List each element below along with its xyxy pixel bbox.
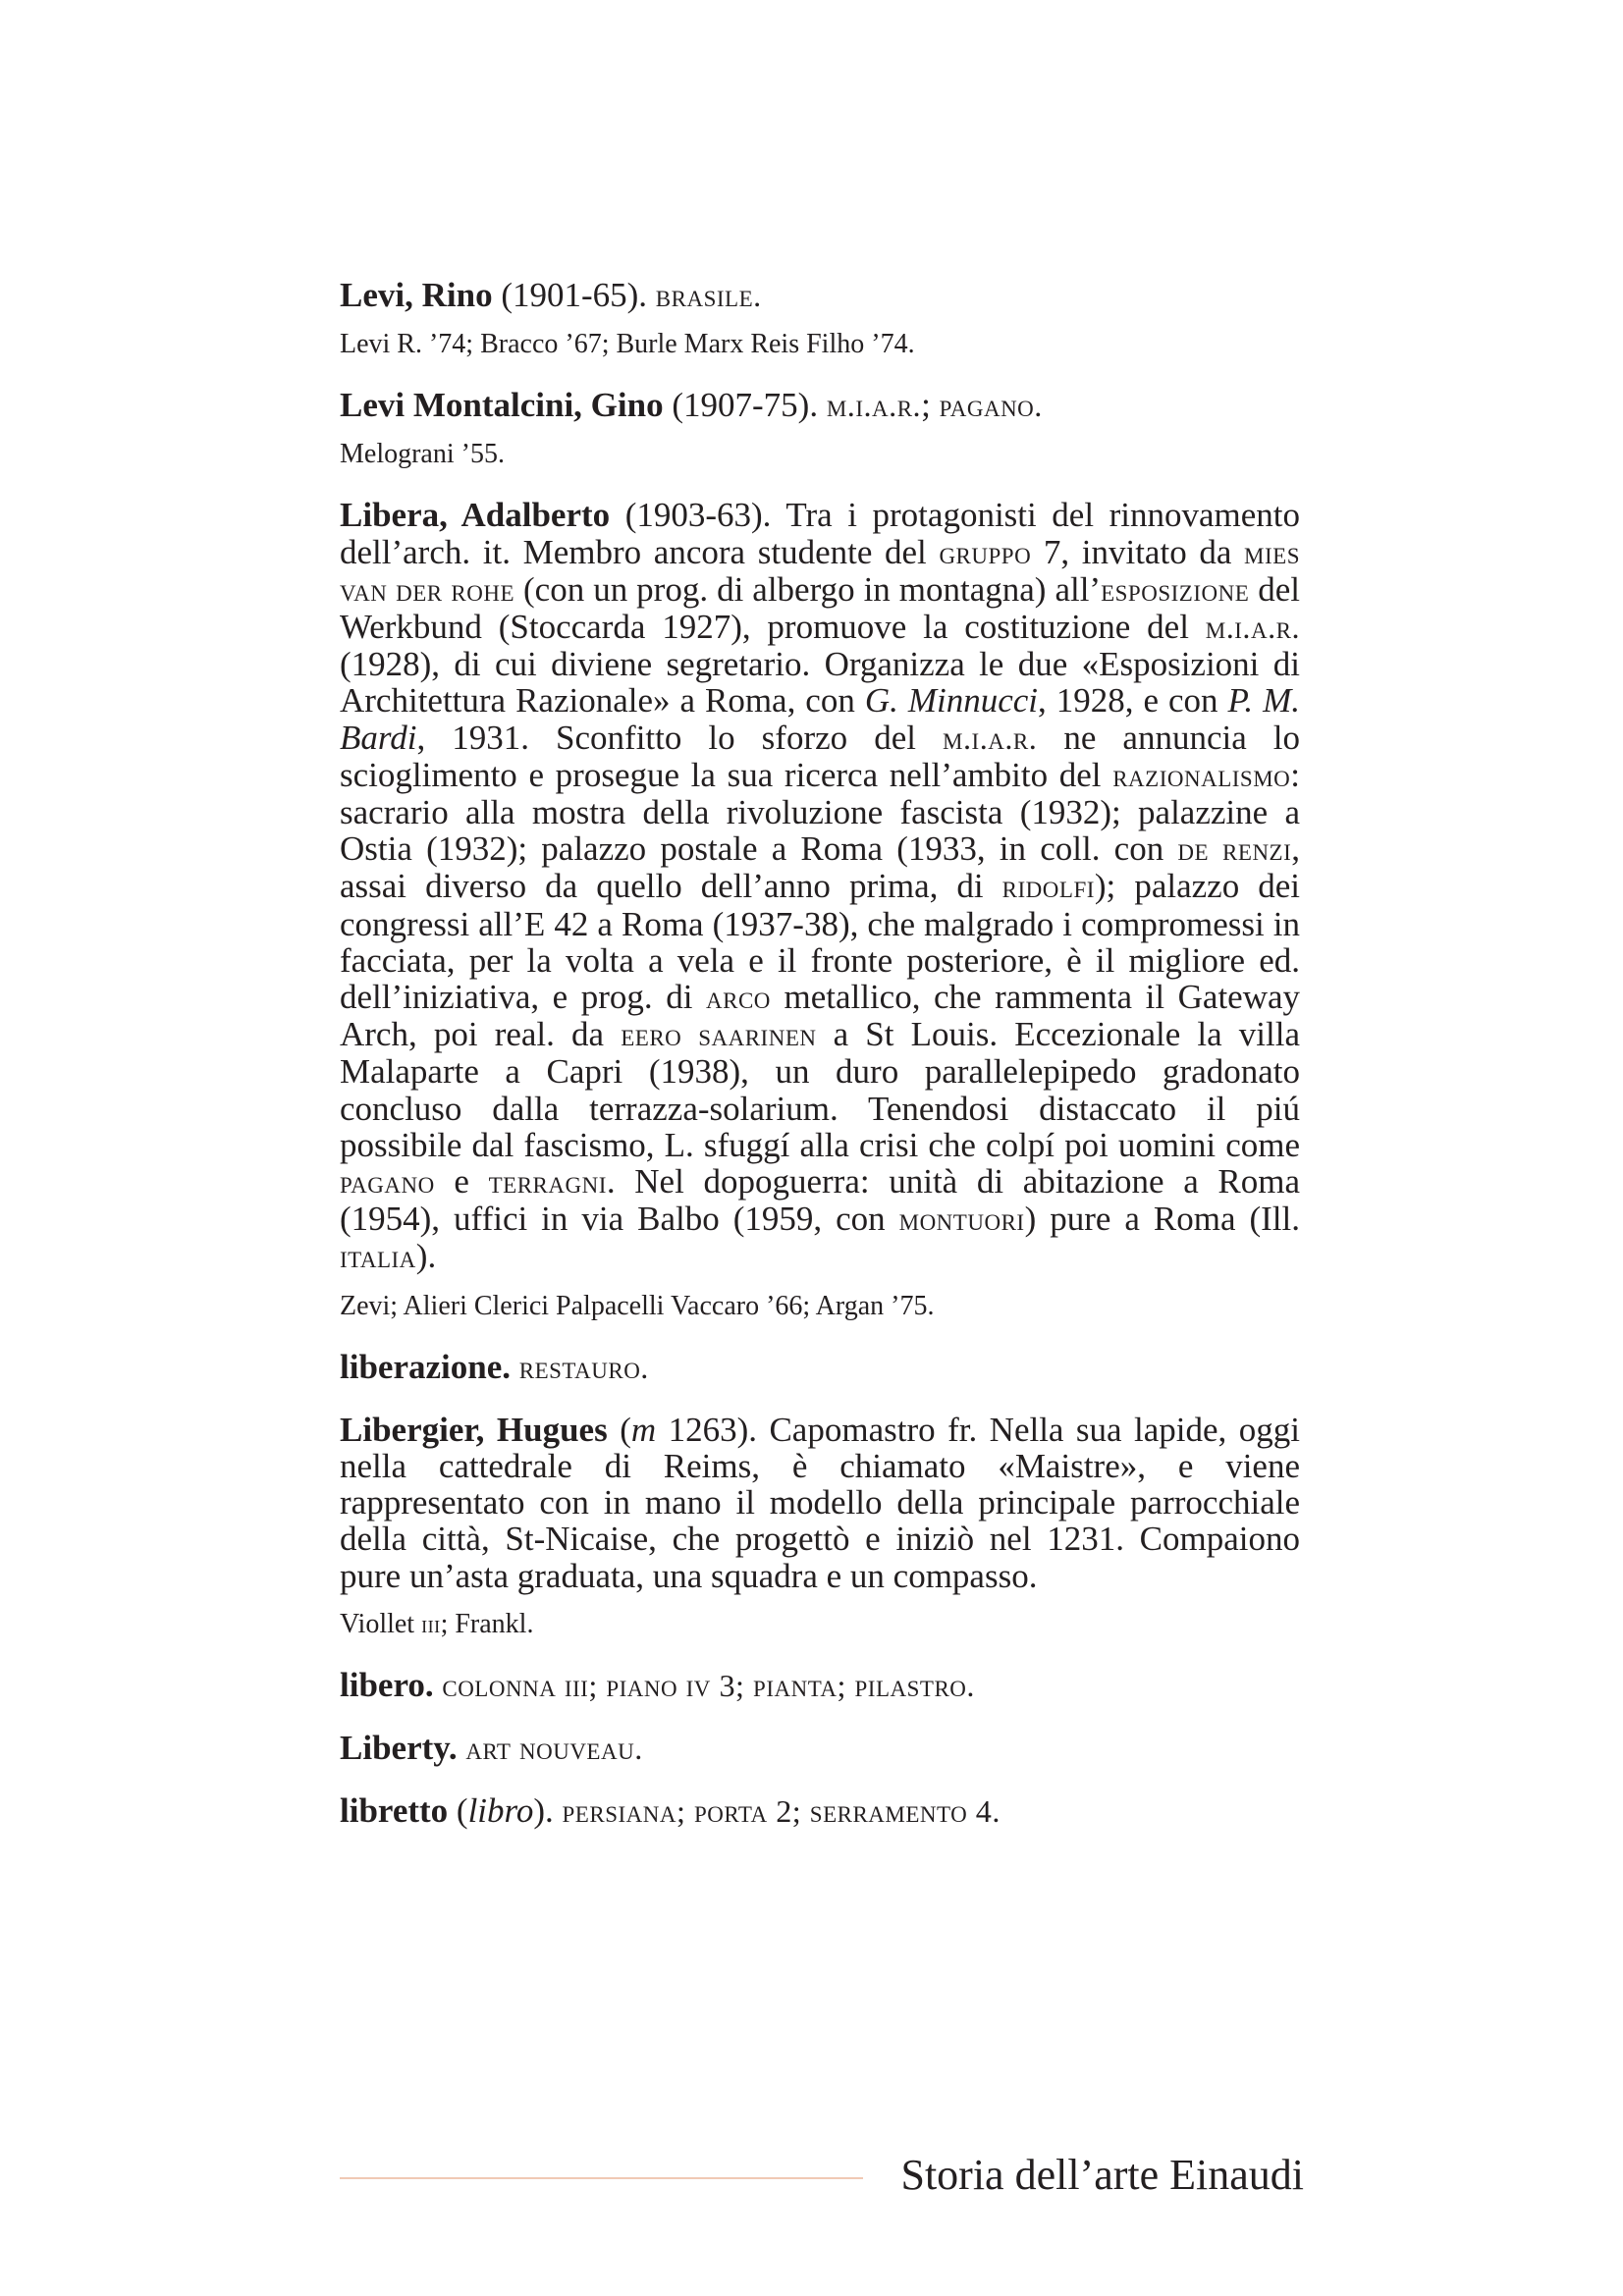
cross-reference: gruppo bbox=[939, 534, 1032, 570]
dates: (1907-75). bbox=[672, 386, 819, 425]
cross-reference: m.i.a.r. bbox=[826, 388, 922, 424]
body-text: : sacrario alla mostra della rivoluzione fascista (1932); palazzine a Ostia (1932); palazzo postale a Roma (1933, in coll. con bbox=[340, 755, 1300, 869]
cross-reference: art nouveau. bbox=[465, 1731, 643, 1767]
cross-reference: m.i.a.r. bbox=[943, 720, 1038, 756]
body-text: e bbox=[454, 1162, 469, 1201]
separator: ; bbox=[921, 386, 931, 425]
body-text: del Werkbund (Stoccarda 1927), promuove la costituzione del bbox=[340, 569, 1301, 647]
entry-liberazione bbox=[340, 1349, 1300, 1386]
body-text: ( bbox=[620, 1410, 631, 1449]
headword: libero. bbox=[340, 1665, 434, 1704]
headword: libretto bbox=[340, 1791, 449, 1831]
cross-reference: eero saarinen bbox=[621, 1017, 817, 1053]
entry-liberty bbox=[340, 1730, 1300, 1767]
entry-libergier bbox=[340, 1412, 1300, 1594]
bib-text: Viollet bbox=[340, 1608, 415, 1639]
bib-text: ; Frankl. bbox=[440, 1608, 534, 1639]
italic-name: P. M. Bardi bbox=[340, 681, 1301, 757]
headword: Libergier, Hugues bbox=[340, 1410, 608, 1449]
cross-reference: montuori bbox=[898, 1201, 1025, 1238]
bibliography bbox=[340, 1608, 1300, 1641]
headword: Levi Montalcini, Gino bbox=[340, 386, 664, 425]
entry-libretto bbox=[340, 1792, 1300, 1830]
cross-reference: pagano. bbox=[939, 388, 1043, 424]
body-text: (1903-63). Tra i protagonisti del rinnovamento dell’arch. it. Membro ancora studente del bbox=[340, 496, 1301, 571]
body-text: , 1928, e con bbox=[1038, 681, 1218, 721]
entry-levi-rino bbox=[340, 277, 1300, 314]
cross-reference: de renzi bbox=[1177, 831, 1292, 868]
cross-reference: colonna iii; piano iv 3; pianta; pilastro. bbox=[442, 1667, 975, 1703]
cross-reference: pagano bbox=[340, 1164, 435, 1201]
body-text: metallico, che rammenta il Gateway Arch, poi real. da bbox=[340, 978, 1301, 1054]
bibliography: Levi R. ’74; Bracco ’67; Burle Marx Reis Filho ’74. bbox=[340, 329, 915, 360]
cross-reference: ridolfi bbox=[1001, 869, 1095, 905]
headword: Liberty. bbox=[340, 1729, 458, 1768]
bibliography: Zevi; Alieri Clerici Palpacelli Vaccaro ’66; Argan ’75. bbox=[340, 1290, 935, 1321]
body-text: ). bbox=[533, 1791, 554, 1831]
headword: Levi, Rino bbox=[340, 276, 493, 314]
entry-libera bbox=[340, 497, 1300, 1275]
headword: liberazione. bbox=[340, 1347, 511, 1386]
body-text: (con un prog. di albergo in montagna) all’ bbox=[523, 569, 1102, 609]
body-text: , 1931. Sconfitto lo sforzo del bbox=[416, 718, 916, 757]
italic-name: G. Minnucci bbox=[864, 681, 1039, 721]
dictionary-column bbox=[340, 277, 1300, 1831]
cross-reference: italia bbox=[340, 1239, 416, 1275]
italic-abbrev: m bbox=[630, 1410, 657, 1449]
body-text: , assai diverso da quello dell’anno prima, di bbox=[340, 829, 1301, 906]
cross-reference: persiana; porta 2; serramento 4. bbox=[562, 1793, 1001, 1830]
cross-reference: esposizione bbox=[1101, 571, 1250, 608]
cross-reference: restauro. bbox=[518, 1349, 649, 1385]
entry-levi-montalcini bbox=[340, 387, 1300, 424]
bib-volume: iii bbox=[421, 1609, 441, 1638]
entry-libero bbox=[340, 1667, 1300, 1704]
cross-reference: brasile. bbox=[655, 278, 762, 313]
footer-publisher: Storia dell’arte Einaudi bbox=[900, 2151, 1304, 2199]
italic-gloss: libro bbox=[467, 1791, 534, 1831]
dates: (1901-65). bbox=[501, 276, 648, 314]
body-text: ne annuncia lo scioglimento e prosegue la sua ricerca nell’ambito del bbox=[340, 718, 1301, 794]
body-text: ) pure a Roma (Ill. bbox=[1024, 1200, 1300, 1239]
cross-reference: m.i.a.r. bbox=[1205, 610, 1300, 646]
body-text: ). bbox=[415, 1237, 437, 1276]
body-text: 1263). Capomastro fr. Nella sua lapide, oggi nella cattedrale di Reims, è chiamato «Maistre», e viene rappresentato con in mano il modello della principale parrocchiale della città, St-Nicaise, che progettò e iniziò nel 1231. Compaiono pure un’asta graduata, una squadra e un compasso. bbox=[340, 1410, 1300, 1595]
cross-reference: arco bbox=[706, 980, 771, 1016]
body-text: ( bbox=[456, 1791, 468, 1831]
footer-rule bbox=[340, 2177, 863, 2179]
cross-reference: razionalismo bbox=[1112, 757, 1291, 793]
bibliography: Melograni ’55. bbox=[340, 439, 505, 470]
headword: Libera, Adalberto bbox=[340, 496, 611, 535]
cross-reference: mies van der rohe bbox=[340, 534, 1300, 608]
cross-reference: terragni bbox=[488, 1164, 607, 1201]
body-text: a St Louis. Eccezionale la villa Malaparte a Capri (1938), un duro parallelepipedo gradonato concluso dalla terrazza-solarium. Tenendosi distaccato il piú possibile dal fascismo, L. sfuggí alla crisi che colpí poi uomini come bbox=[340, 1015, 1300, 1164]
body-text: 7, invitato da bbox=[1043, 532, 1232, 571]
body-text: . Nel dopoguerra: unità di abitazione a Roma (1954), uffici in via Balbo (1959, con bbox=[340, 1162, 1301, 1239]
body-text: ); palazzo dei congressi all’E 42 a Roma (1937-38), che malgrado i compromessi in facciata, per la volta a vela e il fronte posteriore, è il migliore ed. dell’iniziativa, e prog. di bbox=[340, 867, 1300, 1017]
body-text: (1928), di cui diviene segretario. Organizza le due «Esposizioni di Architettura Razionale» a Roma, con bbox=[340, 645, 1300, 721]
